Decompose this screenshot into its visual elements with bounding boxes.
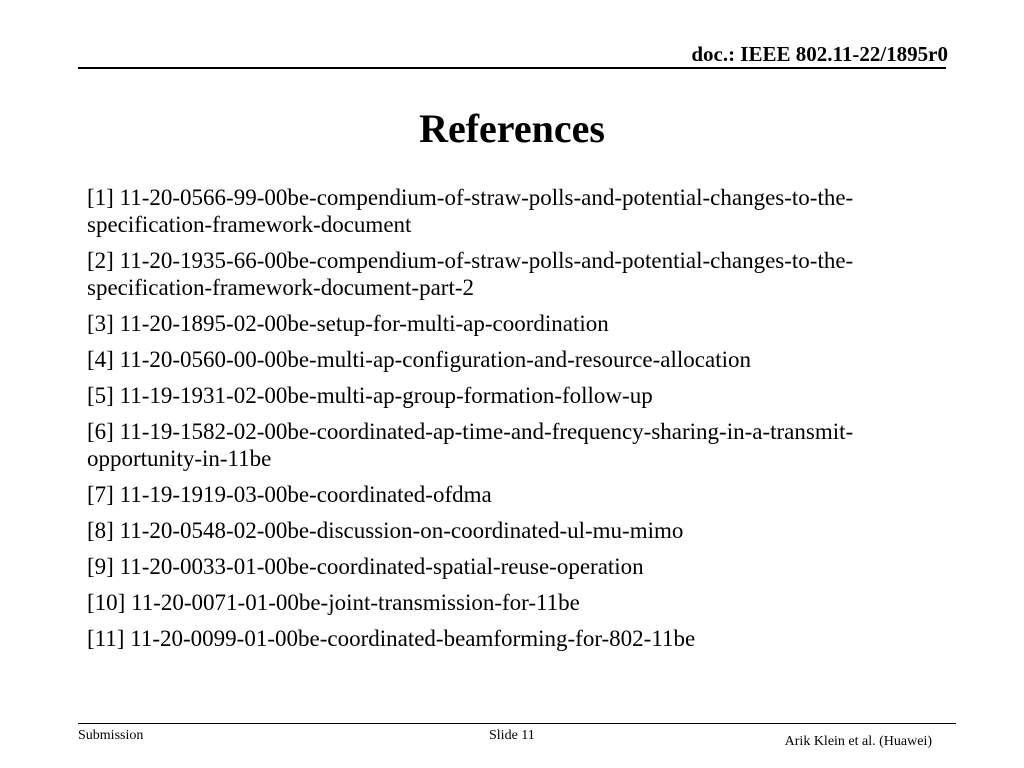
reference-item: [6] 11-19-1582-02-00be-coordinated-ap-time-and-frequency-sharing-in-a-transmit-opportunity-in-11be [87, 419, 854, 471]
reference-item: [7] 11-19-1919-03-00be-coordinated-ofdma [87, 482, 492, 507]
footer-divider [78, 723, 956, 724]
reference-item: [4] 11-20-0560-00-00be-multi-ap-configuration-and-resource-allocation [87, 347, 751, 372]
reference-item: [5] 11-19-1931-02-00be-multi-ap-group-formation-follow-up [87, 383, 653, 408]
reference-item: [10] 11-20-0071-01-00be-joint-transmission-for-11be [87, 590, 580, 615]
footer-submission: Submission [78, 728, 144, 743]
reference-item: [8] 11-20-0548-02-00be-discussion-on-coordinated-ul-mu-mimo [87, 518, 684, 543]
header-divider [78, 67, 946, 69]
reference-item: [2] 11-20-1935-66-00be-compendium-of-straw-polls-and-potential-changes-to-the-specification-framework-document-part-2 [87, 248, 854, 300]
footer-author: Arik Klein et al. (Huawei) [784, 734, 932, 749]
slide-number: Slide 11 [489, 728, 535, 743]
reference-list [87, 184, 937, 661]
slide-title: References [419, 106, 605, 151]
document-id: doc.: IEEE 802.11-22/1895r0 [691, 42, 948, 66]
reference-item: [9] 11-20-0033-01-00be-coordinated-spatial-reuse-operation [87, 554, 644, 579]
reference-item: [3] 11-20-1895-02-00be-setup-for-multi-ap-coordination [87, 311, 609, 336]
reference-item: [11] 11-20-0099-01-00be-coordinated-beamforming-for-802-11be [87, 626, 696, 651]
reference-item: [1] 11-20-0566-99-00be-compendium-of-straw-polls-and-potential-changes-to-the-specification-framework-document [87, 185, 854, 237]
